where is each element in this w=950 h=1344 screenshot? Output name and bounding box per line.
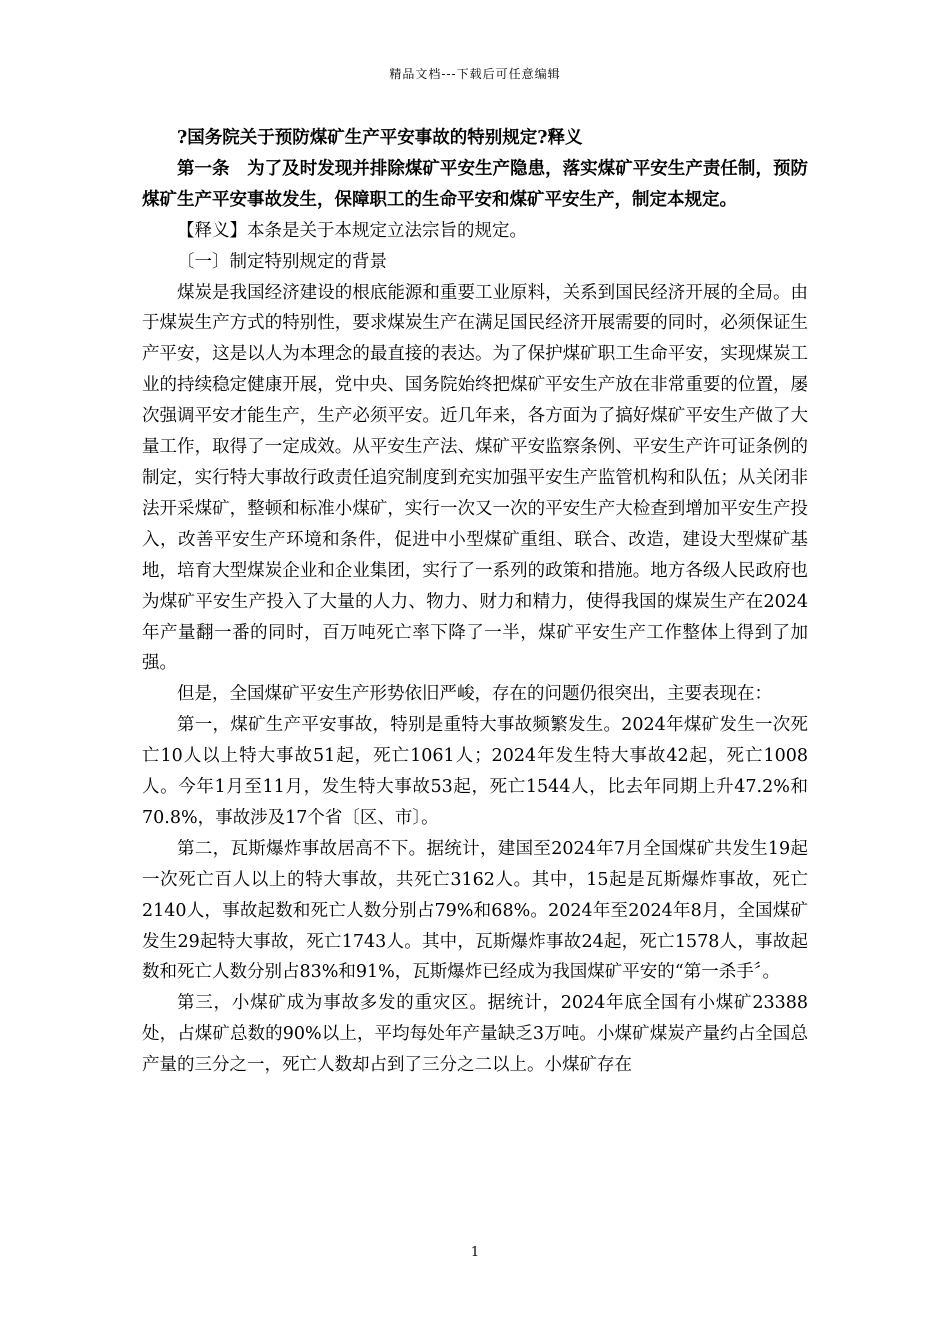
document-body <box>142 123 808 1081</box>
paragraph-interpretation: 【释义】本条是关于本规定立法宗旨的规定。 <box>177 220 527 241</box>
article-one: 第一条 为了及时发现并排除煤矿平安生产隐患，落实煤矿平安生产责任制，预防煤矿生产平安事故发生，保障职工的生命平安和煤矿平安生产，制定本规定。 <box>142 158 808 210</box>
paragraph-point-one: 第一，煤矿生产平安事故，特别是重特大事故频繁发生。2024年煤矿发生一次死亡10人以上特大事故51起，死亡1061人；2024年发生特大事故42起，死亡1008人。今年1月至11月，发生特大事故53起，死亡1544人，比去年同期上升47.2%和70.8%，事故涉及17个省〔区、市〕。 <box>142 715 808 828</box>
document-title: ?国务院关于预防煤矿生产平安事故的特别规定?释义 <box>177 128 583 148</box>
page-header: 精品文档---下载后可任意编辑 <box>389 67 561 81</box>
paragraph-point-two: 第二，瓦斯爆炸事故居高不下。据统计，建国至2024年7月全国煤矿共发生19起一次死亡百人以上的特大事故，共死亡3162人。其中，15起是瓦斯爆炸事故，死亡2140人，事故起数和死亡人数分别占79%和68%。2024年至2024年8月，全国煤矿发生29起特大事故，死亡1743人。其中，瓦斯爆炸事故24起，死亡1578人，事故起数和死亡人数分别占83%和91%，瓦斯爆炸已经成为我国煤矿平安的“第一杀手〞。 <box>142 838 808 983</box>
section-heading-background: 〔一〕制定特别规定的背景 <box>177 251 387 272</box>
paragraph-situation: 但是，全国煤矿平安生产形势依旧严峻，存在的问题仍很突出，主要表现在： <box>177 684 772 705</box>
paragraph-point-three: 第三，小煤矿成为事故多发的重灾区。据统计，2024年底全国有小煤矿23388处，占煤矿总数的90%以上，平均每处年产量缺乏3万吨。小煤矿煤炭产量约占全国总产量的三分之一，死亡人数却占到了三分之二以上。小煤矿存在 <box>142 993 808 1076</box>
paragraph-coal-background: 煤炭是我国经济建设的根底能源和重要工业原料，关系到国民经济开展的全局。由于煤炭生产方式的特别性，要求煤炭生产在满足国民经济开展需要的同时，必须保证生产平安，这是以人为本理念的最直接的表达。为了保护煤矿职工生命平安，实现煤炭工业的持续稳定健康开展，党中央、国务院始终把煤矿平安生产放在非常重要的位置，屡次强调平安才能生产，生产必须平安。近几年来，各方面为了搞好煤矿平安生产做了大量工作，取得了一定成效。从平安生产法、煤矿平安监察条例、平安生产许可证条例的制定，实行特大事故行政责任追究制度到充实加强平安生产监管机构和队伍；从关闭非法开采煤矿，整顿和标准小煤矿，实行一次又一次的平安生产大检查到增加平安生产投入，改善平安生产环境和条件，促进中小型煤矿重组、联合、改造，建设大型煤矿基地，培育大型煤炭企业和企业集团，实行了一系列的政策和措施。地方各级人民政府也为煤矿平安生产投入了大量的人力、物力、财力和精力，使得我国的煤炭生产在2024年产量翻一番的同时，百万吨死亡率下降了一半，煤矿平安生产工作整体上得到了加强。 <box>142 282 808 674</box>
page-number: 1 <box>470 1245 480 1260</box>
